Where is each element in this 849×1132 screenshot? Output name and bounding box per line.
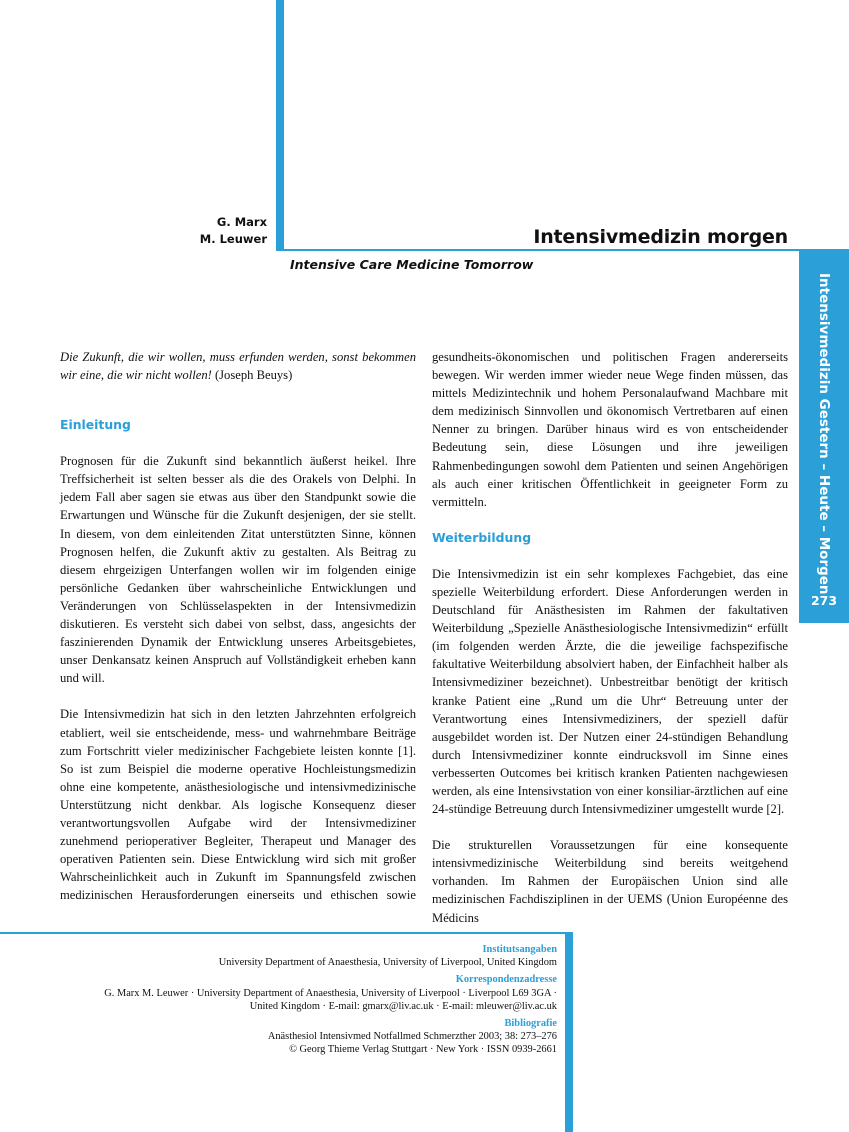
epigraph [60,348,416,384]
paragraph: Prognosen für die Zukunft sind bekanntlich äußerst heikel. Ihre Treffsicherheit ist selten besser als die des Orakels von Delphi. In jedem Fall aber sagen sie etwas aus über den Standpunkt sowie die Erwartungen und Wünsche für die Zukunft desjenigen, der sie stellt. In diesem, von dem einleitenden Zitat unterstützten Sinne, können Prognosen helfen, die Zukunft aktiv zu gestalten. Als Beitrag zu diesem ehrgeizigen Unterfangen wollen wir im folgenden einige persönliche Gedanken über wahrscheinliche Entwicklungen und Veränderungen von Schlüsselaspekten in der Intensivmedizin diskutieren. Es versteht sich dabei von selbst, dass, angesichts der faszinierenden Dynamik der Entwicklung unseres Arbeitsgebietes, unser Denkansatz keinen Anspruch auf Vollständigkeit erheben kann und will. [60,454,416,686]
epigraph-attribution: (Joseph Beuys) [211,368,293,383]
header-accent-bar [276,0,284,251]
section-heading-weiterbildung: Weiterbildung [432,529,532,545]
bibliography-line: Anästhesiol Intensivmed Notfallmed Schmerzther 2003; 38: 273–276 [267,1031,557,1043]
author-name: G. Marx [216,215,267,229]
correspondence-line: United Kingdom · E-mail: gmarx@liv.ac.uk · E-mail: mleuwer@liv.ac.uk [249,1000,557,1012]
author-name: M. Leuwer [199,232,267,246]
paragraph: Die strukturellen Voraussetzungen für eine konsequente intensivmedizinische Weiterbildung sind bereits weitgehend vorhanden. Im Rahmen der Europäischen Union sind alle medizinischen Fachdisziplinen in der UEMS (Union Européenne des Médicins [432,838,788,925]
author-list [200,214,267,248]
bibliography-label: Bibliografie [504,1018,557,1030]
header-rule [276,249,849,251]
page-number: 273 [810,593,838,608]
footer-accent-bar [565,932,573,1132]
article-footer [37,943,557,1057]
bibliography-line: © Georg Thieme Verlag Stuttgart · New York · ISSN 0939-2661 [289,1044,557,1056]
paragraph-continuation: gesundheits-ökonomischen und politischen Fragen andererseits bewegen. Wir werden immer wieder neue Wege finden müssen, das mittels Medizintechnik und hohem Personalaufwand Machbare mit dem medizinisch Sinnvollen und ökonomisch Vertretbaren auf einen Nenner zu bringen. Darüber hinaus wird es von entscheidender Bedeutung sein, diese Lösungen und ihre jeweiligen Rahmenbedingungen sowohl dem Patienten und seinen Angehörigen als auch einer kritischen Öffentlichkeit in geeigneter Form zu vermitteln. [432,350,788,509]
article-title: Intensivmedizin morgen [533,226,788,248]
institution-label: Institutsangaben [482,944,557,955]
paragraph: Die Intensivmedizin ist ein sehr komplexes Fachgebiet, das eine spezielle Weiterbildung erfordert. Diese Anforderungen werden in Deutschland für Anästhesisten im Rahmen der fakultativen Weiterbildung „Spezielle Anästhesiologische Intensivmedizin“ erfüllt (im folgenden werden Ärzte, die die jeweilige fachspezifische fakultative Weiterbildung absolviert haben, der Einfachheit halber als Intensivmediziner bezeichnet). Unbestreitbar benötigt der kritisch kranke Patient eine „Rund um die Uhr“ Betreuung unter der Verantwortung eines Intensivmediziners, der speziell dafür ausgebildet worden ist. Der Nutzen einer 24-stündigen Behandlung durch Intensivmediziner konnte eindrucksvoll im Sinne eines verbesserten Outcomes bei kritisch kranken Patienten nachgewiesen werden, als eine Intensivstation von einer konsiliar-ärztlichen auf eine 24-stündige Betreuung durch Intensivmediziner umgestellt wurde [2]. [432,566,788,817]
section-side-tab-label: Intensivmedizin Gestern – Heute – Morgen [816,273,832,595]
section-heading-einleitung: Einleitung [60,417,131,433]
correspondence-label: Korrespondenzadresse [455,974,557,986]
institution-text: University Department of Anaesthesia, University of Liverpool, United Kingdom [218,957,557,969]
text-column-left [60,348,416,904]
section-side-tab [799,251,849,623]
article-subtitle: Intensive Care Medicine Tomorrow [290,257,534,272]
footer-rule [0,932,573,934]
text-column-right [432,348,788,945]
correspondence-line: G. Marx M. Leuwer · University Department of Anaesthesia, University of Liverpool · Liverpool L69 3GA · [104,987,557,999]
epigraph-quote: Die Zukunft, die wir wollen, muss erfunden werden, sonst bekommen wir eine, die wir nicht wollen! [60,350,416,383]
paragraph: Die Intensivmedizin hat sich in den letzten Jahrzehnten erfolgreich etabliert, weil sie entscheidende, mess- und wahrnehmbare Beiträge zum Fortschritt vieler medizinischer Fachgebiete leisten konnte [1]. So ist zum Beispiel die moderne operative Hochleistungsmedizin ohne eine kompetente, anästhesiologische und intensivmedizinische Unterstützung nicht denkbar. Als logische Konsequenz dieser verantwortungsvollen Aufgabe wird der Intensivmediziner zunehmend perioperativer Begleiter, Therapeut und Manager des operativen Patienten sein. Diese Entwicklung wird sich mit großer Wahrscheinlichkeit auch in Zukunft im Spannungsfeld zwischen medizinischen Herausforderungen einerseits und ethischen sowie [60,707,416,903]
